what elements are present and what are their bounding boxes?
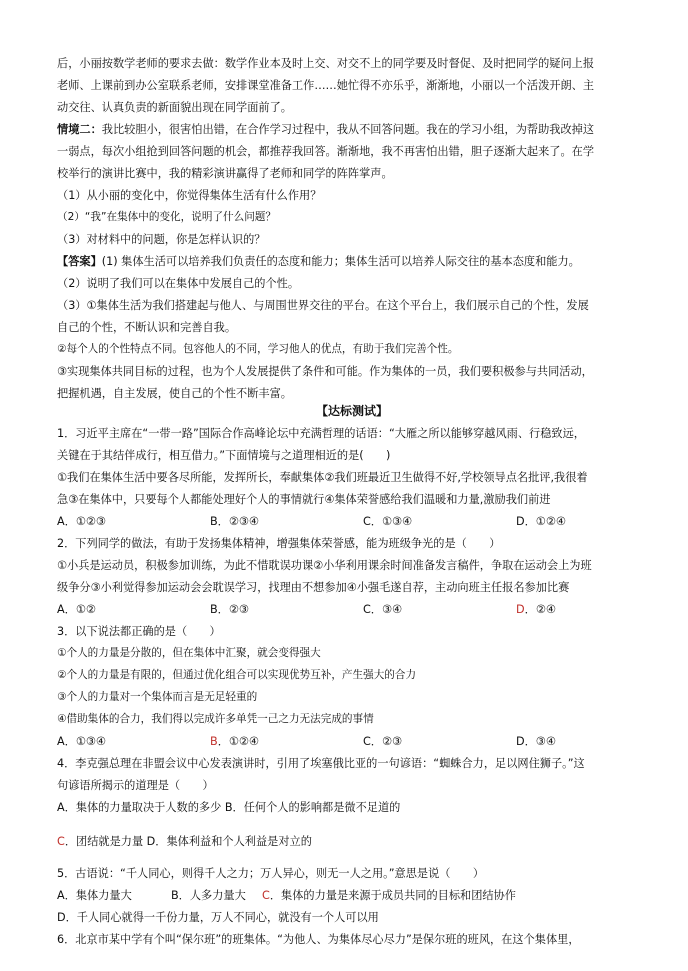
answer-line: 把握机遇，自主发展，使自己的个性不断丰富。 (57, 387, 292, 400)
answer-letter: D (516, 603, 525, 616)
option-b: B．①②④ (210, 735, 259, 748)
question-line: ③个人的力量对一个集体而言是无足轻重的 (57, 691, 258, 703)
option-c: C．②③ (363, 735, 403, 748)
question-line: （1）从小丽的变化中，你觉得集体生活有什么作用？ (57, 189, 322, 202)
answer-label: 【答案】 (57, 255, 102, 268)
answer-line: 自己的个性，不断认识和完善自我。 (57, 321, 237, 334)
question-line: 6．北京市某中学有个叫“保尔班”的班集体。“为他人、为集体尽心尽力”是保尔班的班风，在这个集体里， (57, 933, 580, 946)
question-line: 句谚语所揭示的道理是（ ） (57, 779, 214, 792)
question-line: 1．习近平主席在“一带一路”国际合作高峰论坛中充满哲理的话语：“大雁之所以能够穿越风雨、行稳致远， (57, 427, 585, 440)
option-b: B．②③④ (210, 515, 259, 528)
options-row-q2 (57, 602, 657, 617)
option-a: A．集体力量大 (57, 889, 132, 902)
option-a: A．①③④ (57, 735, 106, 748)
scenario-text: 我比较胆小，很害怕出错，在合作学习过程中，我从不回答问题。我在的学习小组，为帮助我改掉这 (101, 123, 595, 136)
scenario-label: 情境二： (57, 123, 102, 136)
question-line: 4．李克强总理在非盟会议中心发表演讲时，引用了埃塞俄比亚的一句谚语：“蜘蛛合力，足以网住狮子。”这 (57, 757, 585, 770)
options-row-q3 (57, 734, 657, 749)
answer-letter: C (262, 889, 270, 902)
question-line: ②个人的力量是有限的，但通过优化组合可以实现优势互补，产生强大的合力 (57, 669, 417, 681)
answer-line: ③实现集体共同目标的过程，也为个人发展提供了条件和可能。作为集体的一员，我们要积极参与共同活动， (57, 365, 593, 378)
question-line: C．团结就是力量 D．集体利益和个人利益是对立的 (57, 835, 312, 848)
question-line: （2）“我”在集体中的变化，说明了什么问题？ (57, 211, 276, 223)
scenario-two-line (57, 122, 647, 137)
text-line: 老师、上课前到办公室联系老师，安排课堂准备工作……她忙得不亦乐乎，渐渐地，小丽以一个活泼开朗、主 (57, 79, 595, 92)
option-c: C．①③④ (363, 515, 413, 528)
text-line: 后，小丽按数学老师的要求去做：数学作业本及时上交、对交不上的同学要及时督促、及时把同学的疑问上报 (57, 57, 595, 70)
question-line: 关键在于其结伴成行，相互借力。”下面情境与之道理相近的是( ) (57, 449, 391, 462)
answer-line: ②每个人的个性特点不同。包容他人的不同，学习他人的优点，有助于我们完善个性。 (57, 343, 459, 355)
question-line: ①小兵是运动员，积极参加训练，为此不惜耽误功课②小华利用课余时间准备发言稿件，争取在运动会上为班 (57, 559, 592, 572)
question-line: A．集体的力量取决于人数的多少 B．任何个人的影响都是微不足道的 (57, 801, 401, 814)
answer-line: （3）①集体生活为我们搭建起与他人、与周围世界交往的平台。在这个平台上，我们展示自己的个性，发展 (57, 299, 589, 312)
option-b: B．②③ (210, 603, 249, 616)
options-row-q5 (57, 888, 657, 903)
option-c: C．③④ (363, 603, 403, 616)
question-line: ④借助集体的合力，我们得以完成许多单凭一己之力无法完成的事情 (57, 713, 374, 725)
text-line: 校举行的演讲比赛中，我的精彩演讲赢得了老师和同学的阵阵掌声。 (57, 167, 393, 180)
option-a: A．①②③ (57, 515, 106, 528)
question-line: ①我们在集体生活中要各尽所能，发挥所长，奉献集体②我们班最近卫生做得不好,学校领导点名批评,我很着 (57, 471, 588, 484)
answer-line: （2）说明了我们可以在集体中发展自己的个性。 (57, 277, 300, 290)
answer-line (57, 254, 647, 269)
answer-text: (1) 集体生活可以培养我们负责任的态度和能力；集体生活可以培养人际交往的基本态度和能力。 (101, 255, 580, 268)
question-line: （3）对材料中的问题，你是怎样认识的？ (57, 233, 266, 246)
question-line: 3．以下说法都正确的是（ ） (57, 625, 221, 638)
question-line: D．千人同心就得一千份力量，万人不同心，就没有一个人可以用 (57, 911, 379, 924)
option-c: C．集体的力量是来源于成员共同的目标和团结协作 (262, 889, 516, 902)
question-line: 级争分③小利觉得参加运动会会耽误学习，找理由不想参加④小强毛遂自荐，主动向班主任报名参加比赛 (57, 581, 570, 594)
answer-letter: C (57, 835, 65, 848)
question-line: 2．下列同学的做法，有助于发扬集体精神，增强集体荣誉感，能为班级争光的是（ ） (57, 537, 501, 550)
option-d: D．③④ (516, 735, 556, 748)
question-line: 急③在集体中，只要每个人都能处理好个人的事情就行④集体荣誉感给我们温暖和力量,激励我们前进 (57, 493, 551, 506)
option-d: D．②④ (516, 603, 556, 616)
text-line: 一弱点，每次小组抢到回答问题的机会，都推荐我回答。渐渐地，我不再害怕出错，胆子逐渐大起来了。在学 (57, 145, 595, 158)
question-line: 5．古语说：“千人同心，则得千人之力；万人异心，则无一人之用。”意思是说（ ） (57, 867, 485, 880)
option-d: D．①②④ (516, 515, 566, 528)
answer-letter: B (210, 735, 218, 748)
section-heading: 【达标测试】 (315, 404, 388, 418)
options-row-q1 (57, 514, 657, 529)
option-b: B．人多力量大 (171, 889, 246, 902)
option-a: A．①② (57, 603, 96, 616)
question-line: ①个人的力量是分散的，但在集体中汇聚，就会变得强大 (57, 647, 321, 659)
text-line: 动交往、认真负责的新面貌出现在同学面前了。 (57, 101, 292, 114)
